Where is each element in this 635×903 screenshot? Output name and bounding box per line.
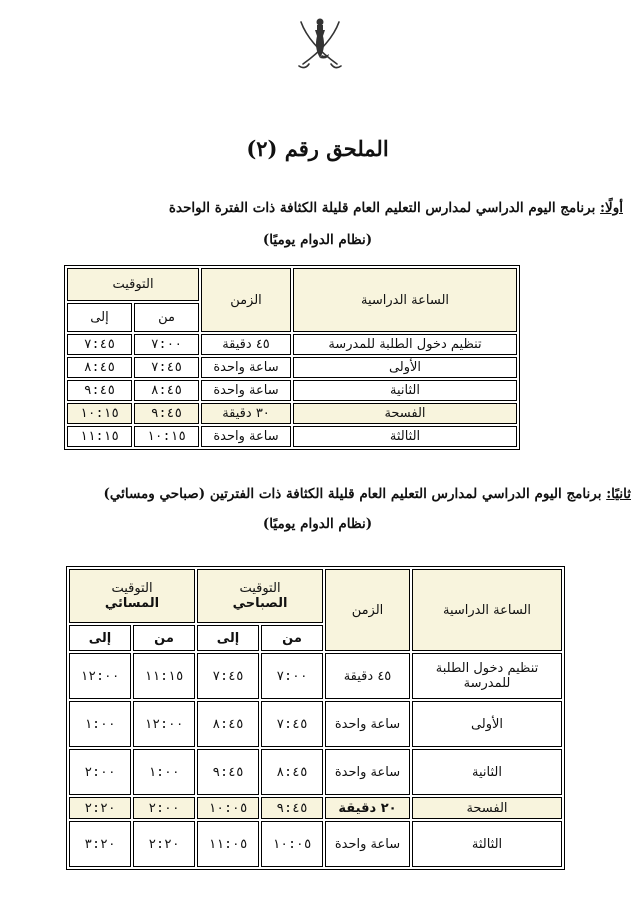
section1-lead: أولًا: bbox=[600, 200, 623, 216]
col-header-evening-from: من bbox=[133, 625, 195, 651]
table-row bbox=[67, 426, 517, 447]
section2-heading bbox=[103, 486, 631, 502]
cell-to: ٨:٤٥ bbox=[67, 357, 132, 378]
section1-heading-text: برنامج اليوم الدراسي لمدارس التعليم العام قليلة الكثافة ذات الفترة الواحدة bbox=[168, 200, 601, 216]
table-row bbox=[69, 701, 562, 747]
cell-hour: تنظيم دخول الطلبة للمدرسة bbox=[293, 334, 517, 355]
cell-to: ٩:٤٥ bbox=[67, 380, 132, 401]
col-header-duration: الزمن bbox=[201, 268, 291, 332]
cell-duration: ساعة واحدة bbox=[325, 821, 410, 867]
cell-to: ٧:٤٥ bbox=[67, 334, 132, 355]
cell-duration: ساعة واحدة bbox=[201, 380, 291, 401]
section1-subheading: (نظام الدوام يوميًا) bbox=[262, 232, 373, 248]
schedule-table-two-shifts bbox=[66, 566, 565, 870]
cell-evening-to: ٣:٢٠ bbox=[69, 821, 131, 867]
cell-morning-to: ٩:٤٥ bbox=[197, 749, 259, 795]
timing-label: التوقيت bbox=[111, 581, 153, 596]
col-header-morning-from: من bbox=[261, 625, 323, 651]
cell-evening-to: ٢:٠٠ bbox=[69, 749, 131, 795]
cell-duration: ٢٠ دقيقة bbox=[325, 797, 410, 819]
cell-to: ١١:١٥ bbox=[67, 426, 132, 447]
section2-subheading: (نظام الدوام يوميًا) bbox=[262, 516, 373, 532]
cell-morning-from: ٩:٤٥ bbox=[261, 797, 323, 819]
cell-morning-from: ١٠:٠٥ bbox=[261, 821, 323, 867]
cell-duration: ٣٠ دقيقة bbox=[201, 403, 291, 424]
cell-hour: الثانية bbox=[412, 749, 562, 795]
cell-hour: الثانية bbox=[293, 380, 517, 401]
cell-from: ٩:٤٥ bbox=[134, 403, 199, 424]
cell-duration: ساعة واحدة bbox=[325, 701, 410, 747]
col-header-hour: الساعة الدراسية bbox=[293, 268, 517, 332]
cell-evening-to: ٢:٢٠ bbox=[69, 797, 131, 819]
cell-evening-from: ٢:٢٠ bbox=[133, 821, 195, 867]
table-row-break bbox=[69, 797, 562, 819]
col-header-timing-evening bbox=[69, 569, 195, 623]
cell-evening-to: ١٢:٠٠ bbox=[69, 653, 131, 699]
cell-morning-from: ٨:٤٥ bbox=[261, 749, 323, 795]
table-row bbox=[69, 653, 562, 699]
page-title: الملحق رقم (٢) bbox=[246, 136, 389, 161]
table-row bbox=[69, 749, 562, 795]
cell-evening-to: ١:٠٠ bbox=[69, 701, 131, 747]
cell-from: ٧:٠٠ bbox=[134, 334, 199, 355]
cell-hour: الأولى bbox=[293, 357, 517, 378]
cell-evening-from: ٢:٠٠ bbox=[133, 797, 195, 819]
col-header-from: من bbox=[134, 303, 199, 332]
cell-from: ١٠:١٥ bbox=[134, 426, 199, 447]
morning-label: الصباحي bbox=[232, 596, 288, 611]
cell-morning-to: ١٠:٠٥ bbox=[197, 797, 259, 819]
cell-hour: تنظيم دخول الطلبة للمدرسة bbox=[412, 653, 562, 699]
khanjar-emblem-icon bbox=[295, 14, 345, 72]
cell-hour: الثالثة bbox=[293, 426, 517, 447]
section1-heading bbox=[169, 200, 623, 216]
col-header-evening-to: إلى bbox=[69, 625, 131, 651]
evening-label: المسائي bbox=[104, 596, 160, 611]
cell-from: ٧:٤٥ bbox=[134, 357, 199, 378]
col-header-morning-to: إلى bbox=[197, 625, 259, 651]
schedule-table-single-shift bbox=[64, 265, 520, 450]
cell-evening-from: ١:٠٠ bbox=[133, 749, 195, 795]
table-row bbox=[67, 380, 517, 401]
table-row bbox=[69, 821, 562, 867]
col-header-hour: الساعة الدراسية bbox=[412, 569, 562, 651]
col-header-duration: الزمن bbox=[325, 569, 410, 651]
cell-hour: الأولى bbox=[412, 701, 562, 747]
col-header-timing-morning bbox=[197, 569, 323, 623]
cell-morning-to: ٨:٤٥ bbox=[197, 701, 259, 747]
cell-hour: الفسحة bbox=[293, 403, 517, 424]
col-header-to: إلى bbox=[67, 303, 132, 332]
table-row-break bbox=[67, 403, 517, 424]
cell-morning-to: ٧:٤٥ bbox=[197, 653, 259, 699]
cell-morning-from: ٧:٤٥ bbox=[261, 701, 323, 747]
section2-lead: ثانيًا: bbox=[606, 486, 631, 502]
cell-hour: الثالثة bbox=[412, 821, 562, 867]
cell-evening-from: ١٢:٠٠ bbox=[133, 701, 195, 747]
col-header-timing: التوقيت bbox=[67, 268, 199, 301]
cell-from: ٨:٤٥ bbox=[134, 380, 199, 401]
cell-morning-to: ١١:٠٥ bbox=[197, 821, 259, 867]
cell-duration: ٤٥ دقيقة bbox=[325, 653, 410, 699]
cell-duration: ساعة واحدة bbox=[325, 749, 410, 795]
section2-heading-text: برنامج اليوم الدراسي لمدارس التعليم العام قليلة الكثافة ذات الفترتين (صباحي ومسائي) bbox=[103, 486, 607, 502]
table-row bbox=[67, 357, 517, 378]
cell-morning-from: ٧:٠٠ bbox=[261, 653, 323, 699]
cell-duration: ساعة واحدة bbox=[201, 357, 291, 378]
timing-label: التوقيت bbox=[239, 581, 281, 596]
cell-hour: الفسحة bbox=[412, 797, 562, 819]
table-row bbox=[67, 334, 517, 355]
cell-duration: ساعة واحدة bbox=[201, 426, 291, 447]
cell-to: ١٠:١٥ bbox=[67, 403, 132, 424]
cell-evening-from: ١١:١٥ bbox=[133, 653, 195, 699]
cell-duration: ٤٥ دقيقة bbox=[201, 334, 291, 355]
